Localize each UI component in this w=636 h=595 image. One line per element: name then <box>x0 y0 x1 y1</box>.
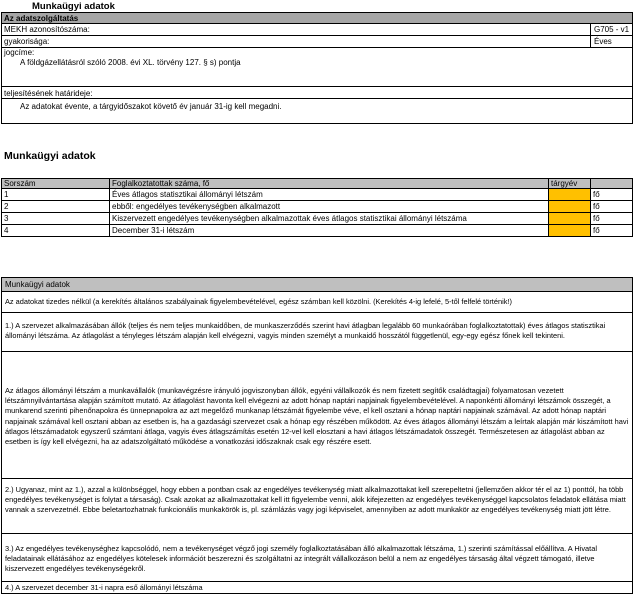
note-intro <box>1 291 633 313</box>
frequency-row <box>1 36 633 47</box>
notes-header-bar <box>1 277 633 292</box>
section-title: Munkaügyi adatok <box>4 150 96 162</box>
deadline-label: teljesítésének határideje: <box>4 89 93 98</box>
note-2 <box>1 478 633 534</box>
mekh-label: MEKH azonosítószáma: <box>4 25 90 34</box>
row-label: Éves átlagos statisztikai állományi létszám <box>112 190 263 199</box>
column-divider <box>590 23 591 35</box>
frequency-value: Éves <box>594 37 612 46</box>
page-title: Munkaügyi adatok <box>32 1 115 12</box>
unit-cell <box>590 224 633 237</box>
note-1 <box>1 312 633 351</box>
col-header-number-label: Sorszám <box>4 179 36 188</box>
employment-table <box>1 178 633 239</box>
mekh-value: G705 - v1 <box>594 25 630 34</box>
legal-basis-value: A földgázellátásról szóló 2008. évi XL. törvény 127. § s) pontja <box>20 58 241 67</box>
row-unit: fő <box>593 226 600 235</box>
row-number: 2 <box>4 202 9 211</box>
legal-basis-label: jogcíme: <box>4 48 35 57</box>
col-header-year-label: tárgyév <box>551 179 578 188</box>
deadline-value: Az adatokat évente, a tárgyidőszakot követő év január 31-ig kell megadni. <box>20 102 282 111</box>
table-row-number <box>1 224 110 237</box>
deadline-cell <box>1 98 633 124</box>
value-input-cell[interactable] <box>548 224 591 237</box>
legal-basis-cell <box>1 47 633 87</box>
deadline-label-row <box>1 87 633 98</box>
frequency-label: gyakorisága: <box>4 37 50 46</box>
col-header-label-text: Foglalkoztatottak száma, fő <box>112 179 210 188</box>
service-header-label: Az adatszolgáltatás <box>4 14 79 23</box>
mekh-row <box>1 24 633 36</box>
note-2-text: 2.) Ugyanaz, mint az 1.), azzal a különbséggel, hogy ebben a pontban csak az engedélyes tevékenység miatt alkalmazottakat kell szerepeltetni (jellemzően akkor tér el az 1) ponttól, ha több engedélyes tevékenységet is folytat a társaság). Csak azokat az alkalmazottakat kell itt figyelembe venni, akik kifejezetten az engedélyes tevékenységgel kapcsolatos feladatok ellátása miatt vannak a szervezetnél. Ebbe beletartozhatnak funkcionális munkakörök is, pl. számlázás vagy jogi képviselet, amennyiben az adott munkakör az engedélyes tevékenység miatt jött létre. <box>5 485 626 515</box>
note-4 <box>1 581 633 594</box>
row-label: ebből: engedélyes tevékenységben alkalmazott <box>112 202 281 211</box>
note-1b <box>1 351 633 479</box>
column-divider <box>590 36 591 47</box>
notes-title: Munkaügyi adatok <box>5 280 70 289</box>
row-unit: fő <box>593 190 600 199</box>
row-unit: fő <box>593 202 600 211</box>
row-number: 1 <box>4 190 9 199</box>
row-number: 4 <box>4 226 9 235</box>
note-3 <box>1 533 633 582</box>
row-label: December 31-i létszám <box>112 226 195 235</box>
table-row-label <box>109 224 549 237</box>
note-1b-text: Az átlagos állományi létszám a munkavállalók (munkavégzésre irányuló jogviszonyban állók, egyéni vállalkozók és nem fizetett segítők családtagjai) folyamatosan vezetett létszámnyilvántartása alapján számított mutató. Az átlagolást havonta kell elvégezni az adott hónap naptári napjainak figyelembevételével. A naponkénti állományi létszámok összegét, a munkarend szerinti pihenőnapokra és ünnepnapokra az azt megelőző munkanap létszámát figyelembe véve, el kell osztani a hónap naptári napjainak számával. Az adott hónap naptári napjainak számával kell osztani abban az esetben is, ha a gazdasági szervezet csak a hónap egy részében működött. Az éves átlagos állományi létszám a leírtak alapján már kiszámított havi átlagos létszámadatok egyszerű számtani átlaga, vagyis éves átlagszámítás esetén 12-vel kell elosztani a havi átlagos létszámadatok összegét. Természetesen az átlagolást abban az esetben is így kell elvégezni, ha az adatszolgáltató működése a vonatkozási időszaknak csak egy részére esett. <box>5 386 629 447</box>
note-3-text: 3.) Az engedélyes tevékenységhez kapcsolódó, nem a tevékenységet végző jogi személy foglalkoztatásában álló alkalmazottak létszáma, 1.) szerinti számítással előállítva. A Hivatal feladatainak ellátásához az engedélyes kötelesek információt beszerezni és szolgáltatni az integrált vállalkozáson belül a nem az engedélyes társaság által végzett támogató, illetve kiszervezett engedélyes tevékenységekről. <box>5 544 597 574</box>
note-4-text: 4.) A szervezet december 31-i napra eső állományi létszáma <box>5 583 203 592</box>
row-unit: fő <box>593 214 600 223</box>
row-number: 3 <box>4 214 9 223</box>
note-intro-text: Az adatokat tizedes nélkül (a kerekítés általános szabályainak figyelembevételével, egész számban kell közölni. (Kerekítés 4-ig lefelé, 5-től felfelé történik!) <box>5 297 512 306</box>
service-header-bar <box>1 12 633 24</box>
note-1-text: 1.) A szervezet alkalmazásában állók (teljes és nem teljes munkaidőben, de munkaszerződés szerint havi átlagban legalább 60 munkaórában foglalkoztatottak) éves átlagos statisztikai állományi létszáma. Az átlagolást a tényleges létszám alapján kell elvégezni, vagyis minden személyt a munkaidő hosszától függetlenül, egy-egy egész főnek kell tekinteni. <box>5 321 606 341</box>
row-label: Kiszervezett engedélyes tevékenységben alkalmazottak éves átlagos statisztikai állományi létszáma <box>112 214 467 223</box>
